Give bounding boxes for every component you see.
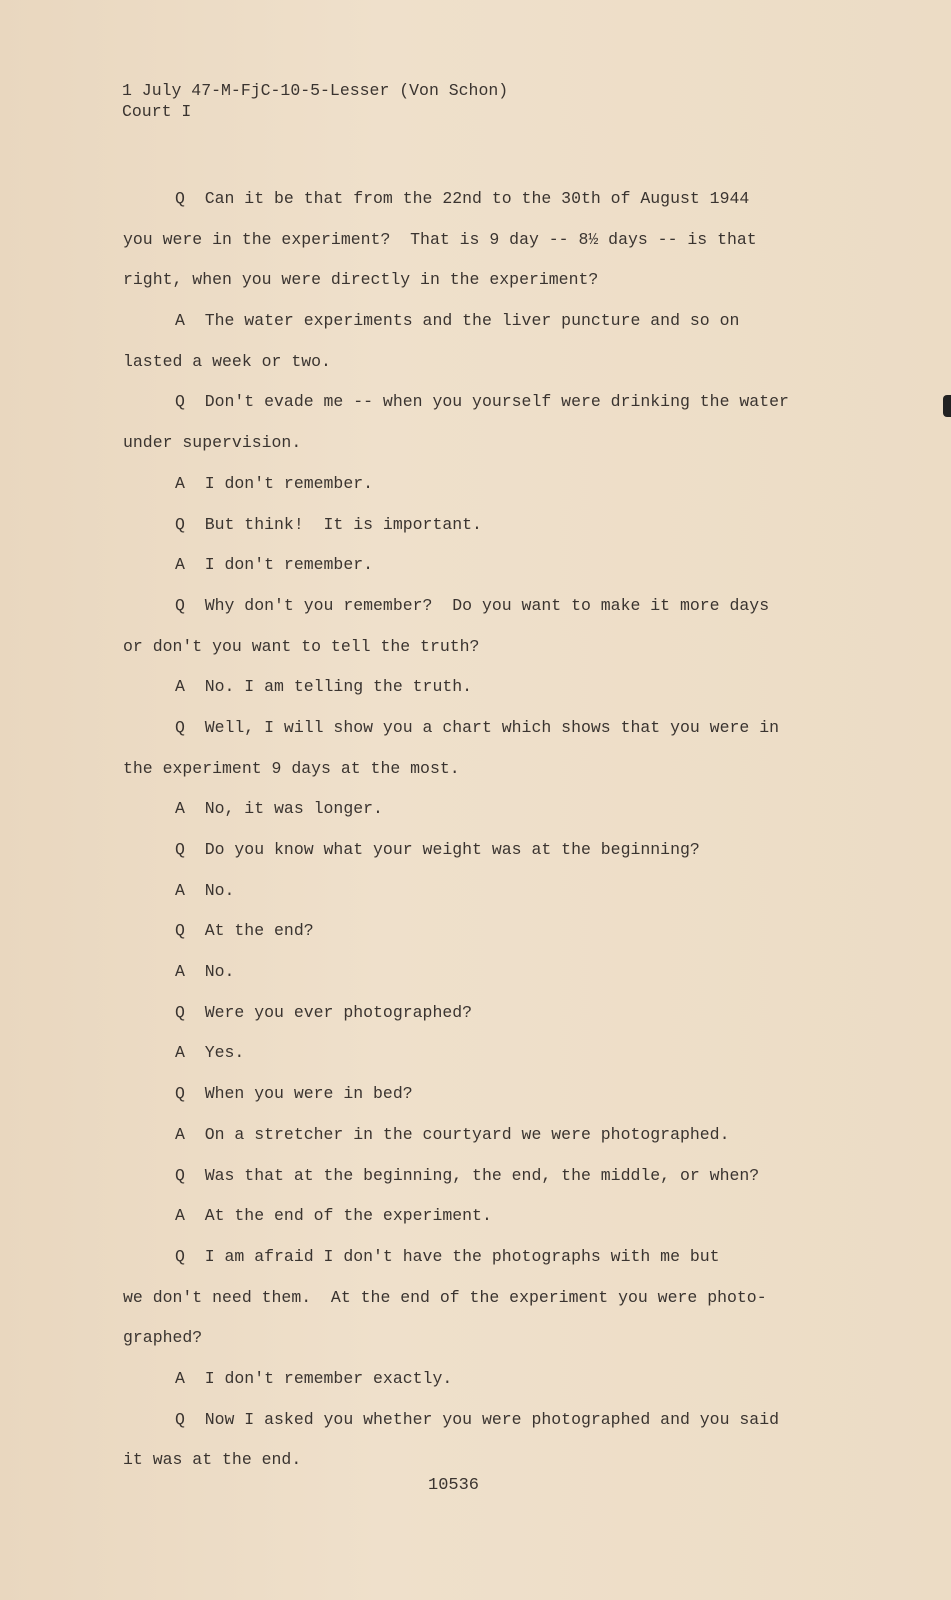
transcript-line: the experiment 9 days at the most.	[123, 758, 460, 778]
transcript-line: Q Well, I will show you a chart which shows that you were in	[175, 717, 779, 737]
transcript-line: Q Now I asked you whether you were photographed and you said	[175, 1409, 779, 1429]
transcript-line: A I don't remember.	[175, 555, 374, 575]
transcript-line: Q But think! It is important.	[175, 514, 482, 534]
transcript-line: Q Do you know what your weight was at the beginning?	[175, 840, 700, 859]
document-header	[122, 80, 508, 122]
transcript-line: graphed?	[123, 1328, 203, 1348]
transcript-line: lasted a week or two.	[123, 351, 331, 371]
transcript-body	[123, 179, 789, 1481]
transcript-line: you were in the experiment? That is 9 day -- 8½ days -- is that	[123, 229, 757, 249]
transcript-line: Q Don't evade me -- when you yourself were drinking the water	[175, 392, 789, 412]
header-reference: 1 July 47-M-FjC-10-5-Lesser (Von Schon)	[122, 81, 509, 100]
transcript-line: Q Were you ever photographed?	[175, 1002, 473, 1022]
transcript-line: right, when you were directly in the experiment?	[123, 270, 599, 290]
transcript-line: A At the end of the experiment.	[175, 1206, 492, 1226]
transcript-line: Q At the end?	[175, 921, 314, 941]
transcript-line: under supervision.	[123, 433, 302, 453]
transcript-line: A No. I am telling the truth.	[175, 677, 473, 697]
transcript-line: A No, it was longer.	[175, 799, 383, 819]
binding-mark	[943, 395, 951, 417]
transcript-line: Q Was that at the beginning, the end, the middle, or when?	[175, 1165, 760, 1185]
transcript-line: we don't need them. At the end of the experiment you were photo-	[123, 1287, 767, 1307]
transcript-line: A I don't remember exactly.	[175, 1368, 453, 1388]
transcript-line: A No.	[175, 962, 235, 982]
transcript-line: A Yes.	[175, 1043, 245, 1063]
transcript-line: Q When you were in bed?	[175, 1084, 413, 1104]
page-number: 10536	[428, 1476, 480, 1495]
transcript-line: Q Can it be that from the 22nd to the 30th of August 1944	[175, 189, 750, 208]
header-court: Court I	[122, 102, 192, 121]
transcript-line: A The water experiments and the liver puncture and so on	[175, 311, 740, 331]
transcript-line: A On a stretcher in the courtyard we were photographed.	[175, 1124, 730, 1144]
transcript-line: or don't you want to tell the truth?	[123, 636, 480, 656]
transcript-line: Q Why don't you remember? Do you want to make it more days	[175, 595, 770, 615]
transcript-line: A I don't remember.	[175, 473, 374, 493]
transcript-line: A No.	[175, 880, 235, 900]
transcript-line: it was at the end.	[123, 1450, 302, 1470]
transcript-line: Q I am afraid I don't have the photographs with me but	[175, 1246, 720, 1266]
